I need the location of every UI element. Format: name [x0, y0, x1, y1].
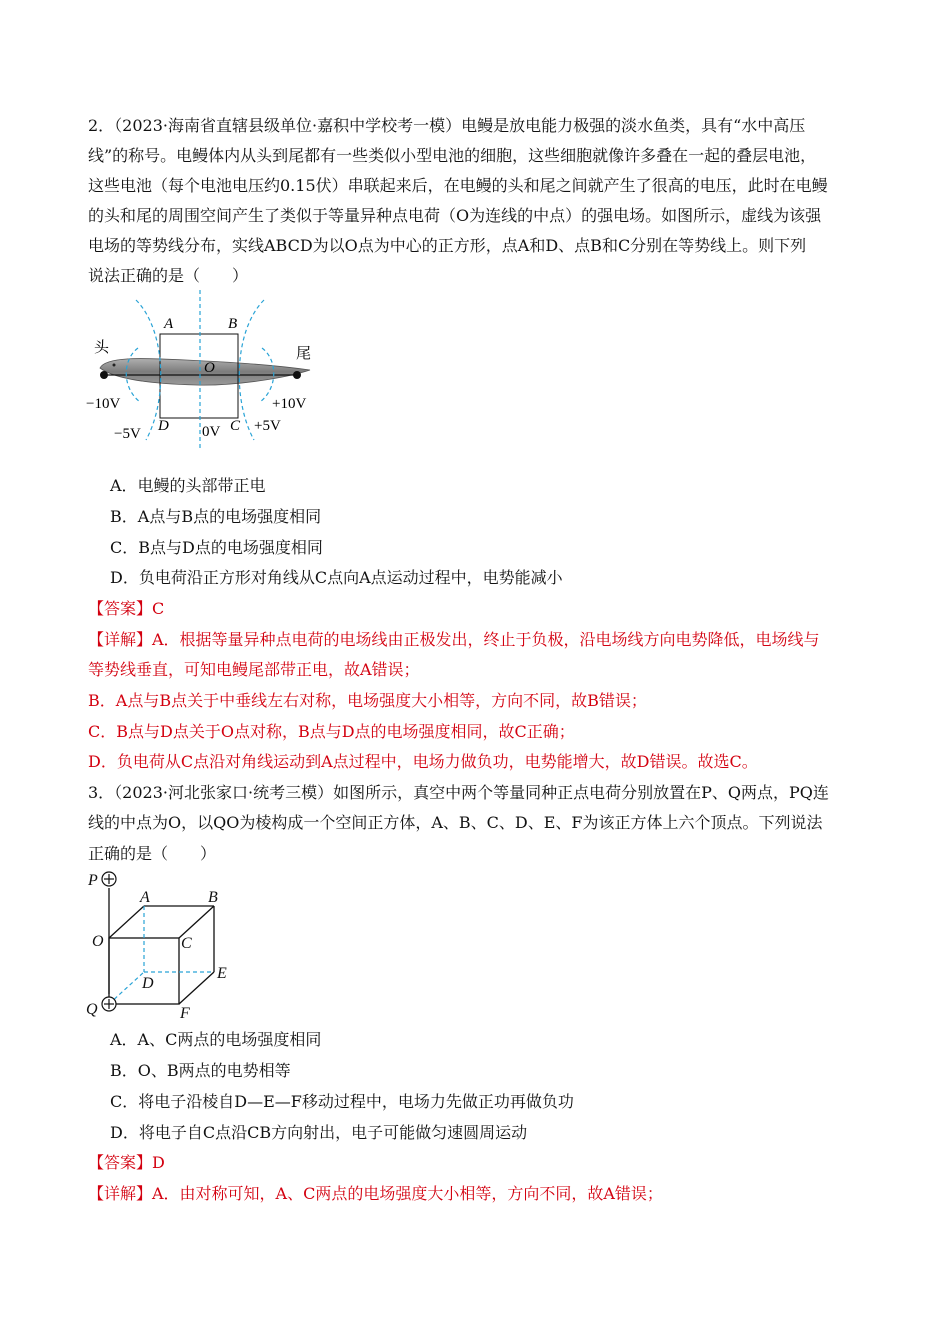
label-e3: E: [217, 965, 227, 982]
q2-option-d: D．负电荷沿正方形对角线从C点向A点运动过程中，电势能减小: [110, 568, 563, 587]
label-a: A: [164, 316, 174, 332]
q2-explain-2: 等势线垂直，可知电鳗尾部带正电，故A错误；: [88, 660, 420, 679]
q2-line-4: 的头和尾的周围空间产生了类似于等量异种点电荷（O为连线的中点）的强电场。如图所示，虚线为该强: [88, 206, 822, 225]
label-d: D: [158, 418, 169, 434]
label-f3: F: [180, 1005, 190, 1020]
q2-line-3: 这些电池（每个电池电压约0.15伏）串联起来后，在电鳗的头和尾之间就产生了很高的电压，此时在电鳗: [88, 176, 828, 195]
label-c: C: [230, 418, 241, 434]
label-o3: O: [92, 933, 104, 950]
q2-explain-5: D．负电荷从C点沿对角线运动到A点过程中，电场力做负功，电势能增大，故D错误。故选C。: [88, 752, 758, 771]
q2-line-5: 电场的等势线分布，实线ABCD为以O点为中心的正方形，点A和D、点B和C分别在等势线上。则下列: [88, 236, 807, 255]
q2-explain-4: C．B点与D点关于O点对称，B点与D点的电场强度相同，故C正确；: [88, 722, 575, 741]
q3-option-d: D．将电子自C点沿CB方向射出，电子可能做匀速圆周运动: [110, 1123, 528, 1142]
q2-explain-3: B．A点与B点关于中垂线左右对称，电场强度大小相等，方向不同，故B错误；: [88, 691, 647, 710]
q2-option-b: B．A点与B点的电场强度相同: [110, 507, 322, 526]
label-b: B: [228, 316, 238, 332]
q2-line-2: 线”的称号。电鳗体内从头到尾都有一些类似小型电池的细胞，这些细胞就像许多叠在一起的叠层电池，: [88, 146, 817, 165]
q2-explain-1: 【详解】A．根据等量异种点电荷的电场线由正极发出，终止于负极，沿电场线方向电势降低，电场线与: [88, 630, 820, 649]
q3-answer: 【答案】D: [88, 1153, 165, 1172]
q3-explain-1: 【详解】A．由对称可知，A、C两点的电场强度大小相等，方向不同，故A错误；: [88, 1184, 663, 1203]
label-p10v: +10V: [272, 396, 307, 412]
label-a3: A: [140, 889, 150, 906]
label-p: P: [88, 872, 98, 889]
label-m5v: −5V: [114, 426, 141, 442]
q2-line-1: 2．（2023·海南省直辖县级单位·嘉积中学校考一模）电鳗是放电能力极强的淡水鱼类，具有“水中高压: [88, 116, 806, 135]
label-p5v: +5V: [254, 418, 281, 434]
label-m10v: −10V: [86, 396, 121, 412]
label-c3: C: [181, 935, 192, 952]
label-tail: 尾: [296, 346, 312, 362]
label-0v: 0V: [202, 424, 221, 440]
q3-line-3: 正确的是（ ）: [88, 844, 217, 863]
q3-option-c: C．将电子沿棱自D—E—F移动过程中，电场力先做正功再做负功: [110, 1092, 574, 1111]
q3-option-a: A．A、C两点的电场强度相同: [110, 1030, 322, 1049]
q3-line-1: 3．（2023·河北张家口·统考三模）如图所示，真空中两个等量同种正点电荷分别放置在P、Q两点，PQ连: [88, 783, 829, 802]
label-b3: B: [208, 889, 218, 906]
q2-option-c: C．B点与D点的电场强度相同: [110, 538, 323, 557]
q2-line-6: 说法正确的是（ ）: [88, 266, 249, 285]
label-d3: D: [142, 975, 154, 992]
eel-equipotential-figure: [86, 290, 326, 450]
label-o: O: [204, 360, 215, 376]
q2-option-a: A．电鳗的头部带正电: [110, 476, 266, 495]
q2-answer: 【答案】C: [88, 599, 165, 618]
label-q: Q: [86, 1001, 98, 1018]
cube-charges-figure: [84, 868, 244, 1020]
q3-option-b: B．O、B两点的电势相等: [110, 1061, 291, 1080]
q3-line-2: 线的中点为O，以QO为棱构成一个空间正方体，A、B、C、D、E、F为该正方体上六个顶点。下列说法: [88, 813, 823, 832]
label-head: 头: [94, 340, 110, 356]
